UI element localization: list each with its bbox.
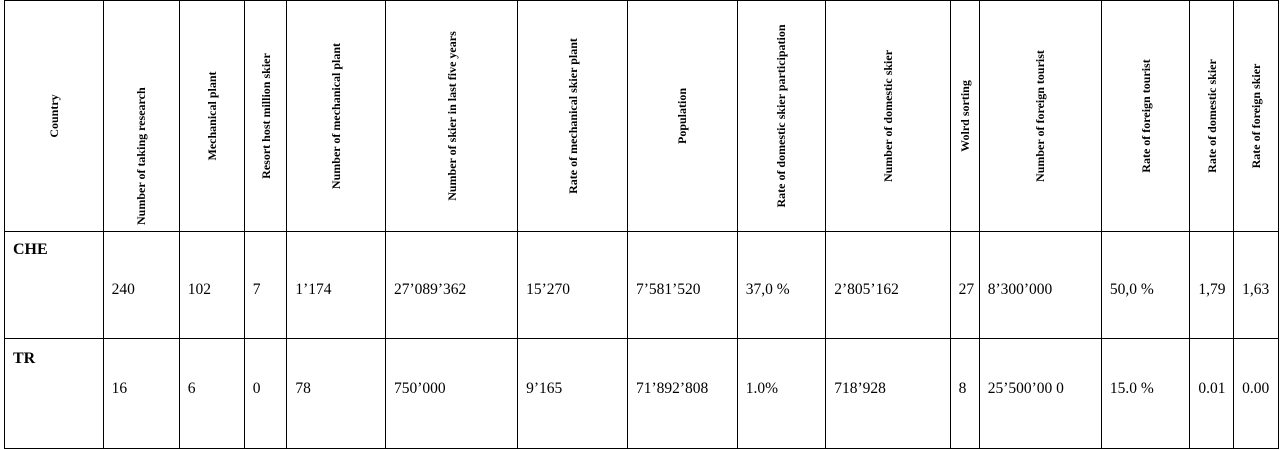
header-country: Country — [5, 1, 104, 232]
header-resort-host-million-skier: Resort host million skier — [244, 1, 287, 232]
header-row — [5, 1, 1279, 232]
header-number-of-skier-last-five-years: Number of skier in last five years — [385, 1, 517, 232]
ski-statistics-table — [4, 0, 1279, 449]
header-rate-of-foreign-skier: Rate of foreign skier — [1234, 1, 1279, 232]
table-cell: 102 — [179, 232, 244, 339]
table-cell: 25’500’00 0 — [979, 339, 1101, 449]
header-rate-of-domestic-skier-participation: Rate of domestic skier participation — [737, 1, 826, 232]
table-cell: 240 — [103, 232, 179, 339]
table-cell: 27 — [950, 232, 979, 339]
cell-country: CHE — [5, 232, 104, 339]
table-cell: 50,0 % — [1101, 232, 1190, 339]
table-cell: 0.00 — [1234, 339, 1279, 449]
table-cell: 2’805’162 — [826, 232, 950, 339]
header-rate-of-domestic-skier: Rate of domestic skier — [1190, 1, 1234, 232]
header-number-of-mechanical-plant: Number of mechanical plant — [287, 1, 386, 232]
header-wolrd-sorting: Wolrd sorting — [950, 1, 979, 232]
table-row-che — [5, 232, 1279, 339]
table-cell: 750’000 — [385, 339, 517, 449]
table-cell: 7’581’520 — [627, 232, 737, 339]
cell-country: TR — [5, 339, 104, 449]
table-cell: 7 — [244, 232, 287, 339]
table-cell: 15’270 — [518, 232, 628, 339]
table-cell: 1,63 — [1234, 232, 1279, 339]
table-cell: 6 — [179, 339, 244, 449]
header-population: Population — [627, 1, 737, 232]
table-cell: 1.0% — [737, 339, 826, 449]
table-cell: 9’165 — [518, 339, 628, 449]
header-number-of-foreign-tourist: Number of foreign tourist — [979, 1, 1101, 232]
table-cell: 15.0 % — [1101, 339, 1190, 449]
table-cell: 0.01 — [1190, 339, 1234, 449]
table-cell: 8’300’000 — [979, 232, 1101, 339]
header-mechanical-plant: Mechanical plant — [179, 1, 244, 232]
table-cell: 71’892’808 — [627, 339, 737, 449]
table-cell: 37,0 % — [737, 232, 826, 339]
table-cell: 8 — [950, 339, 979, 449]
table-cell: 27’089’362 — [385, 232, 517, 339]
table-cell: 1,79 — [1190, 232, 1234, 339]
header-number-of-domestic-skier: Number of domestic skier — [826, 1, 950, 232]
table-cell: 16 — [103, 339, 179, 449]
header-number-of-taking-research: Number of taking research — [103, 1, 179, 232]
table-cell: 718’928 — [826, 339, 950, 449]
header-rate-of-mechanical-skier-plant: Rate of mechanical skier plant — [518, 1, 628, 232]
table-cell: 1’174 — [287, 232, 386, 339]
table-cell: 78 — [287, 339, 386, 449]
table-cell: 0 — [244, 339, 287, 449]
header-rate-of-foreign-tourist: Rate of foreign tourist — [1101, 1, 1190, 232]
table-row-tr — [5, 339, 1279, 449]
